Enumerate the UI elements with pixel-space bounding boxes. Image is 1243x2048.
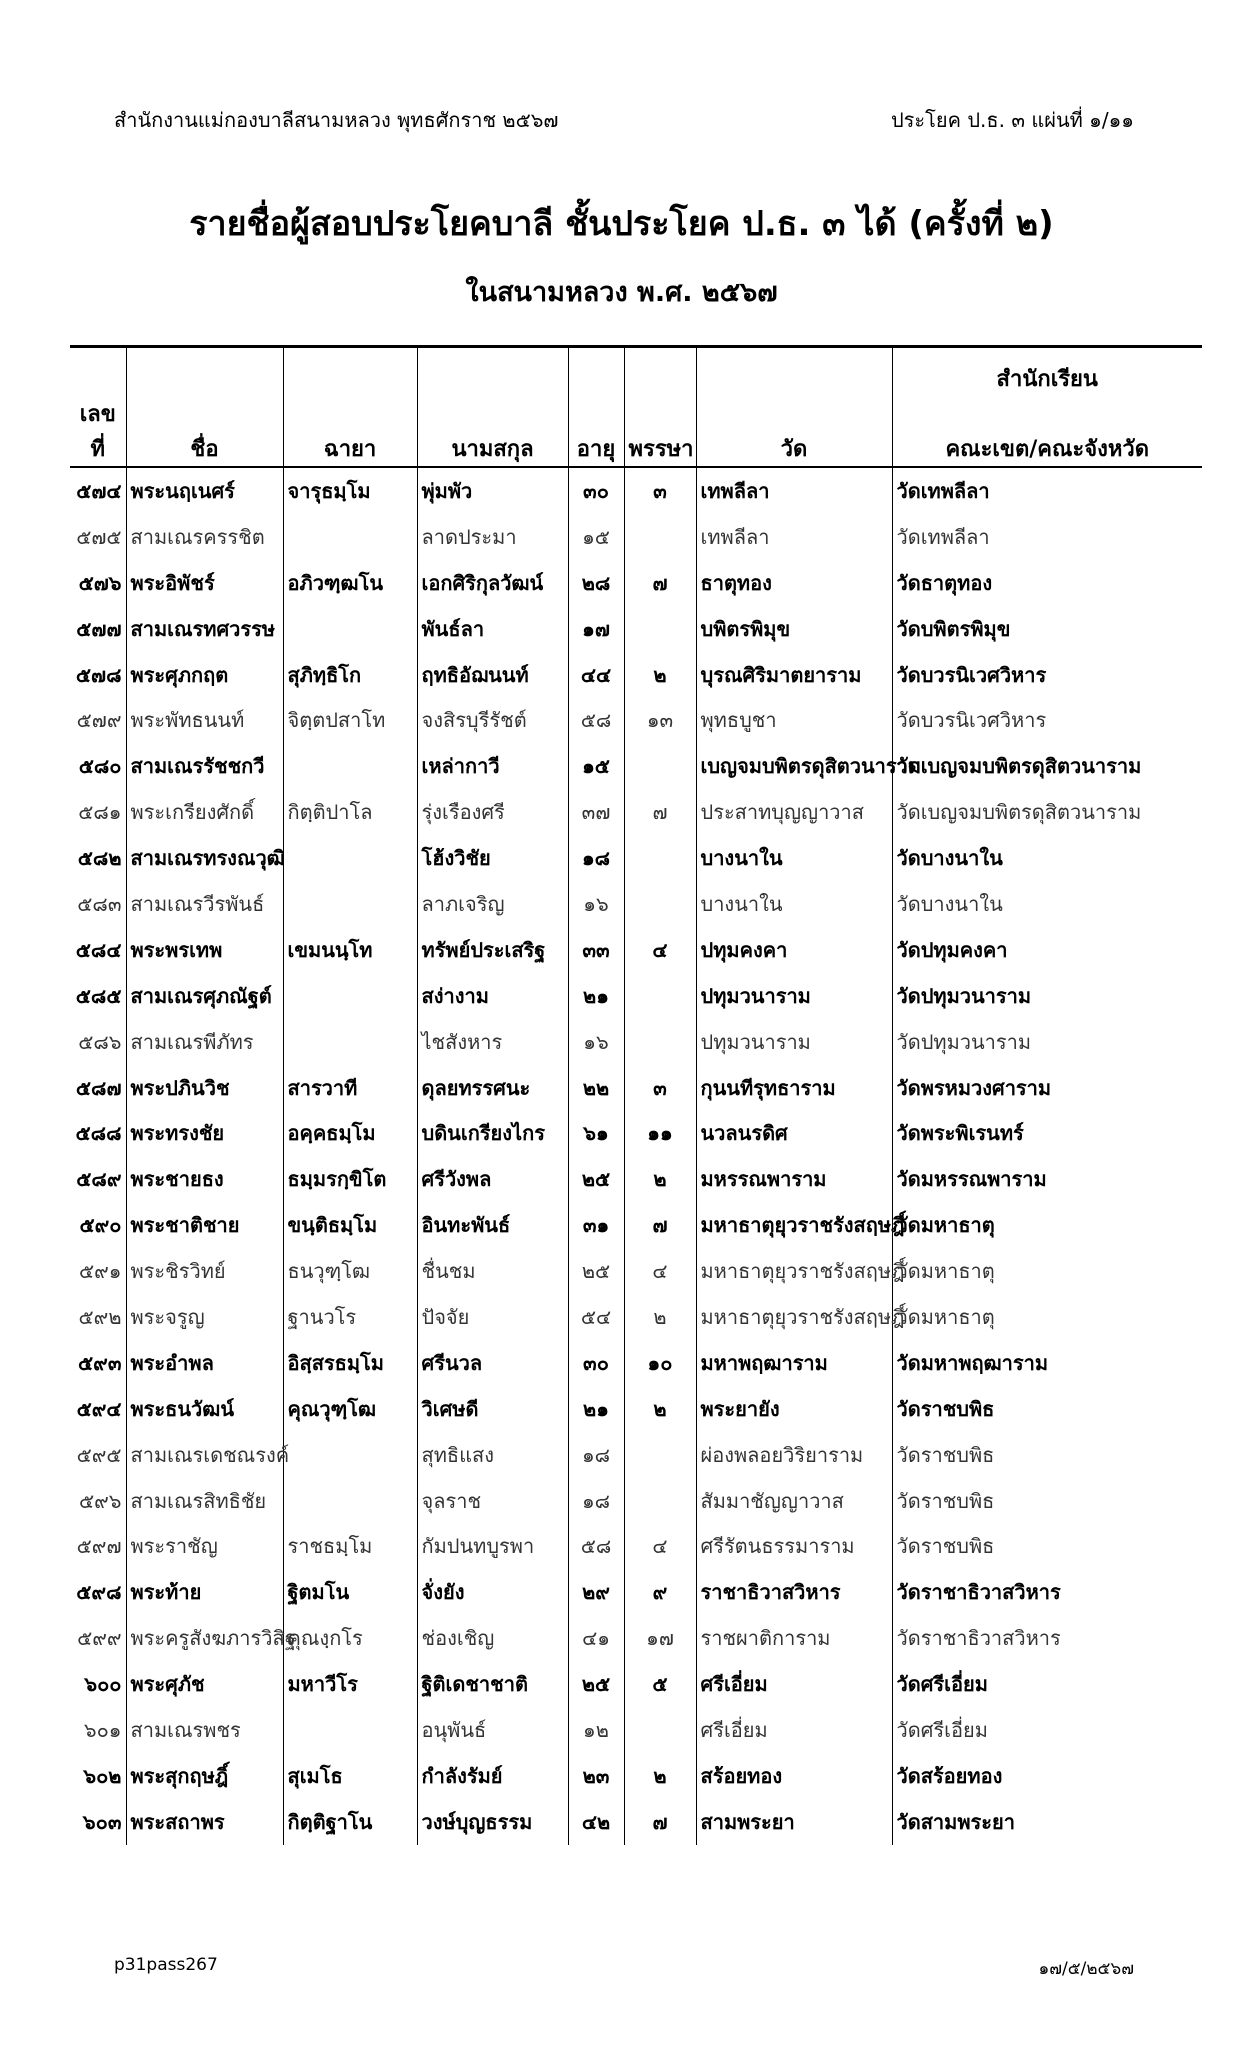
cell-chaya: จิตฺตปสาโท xyxy=(283,697,417,743)
cell-wat: ประสาทบุญญาวาส xyxy=(696,789,892,835)
cell-chaya xyxy=(283,1707,417,1753)
cell-wat: เบญจมบพิตรดุสิตวนาราม xyxy=(696,743,892,789)
cell-phansa xyxy=(624,514,696,560)
cell-phansa: ๙ xyxy=(624,1569,696,1615)
cell-school: วัดราชาธิวาสวิหาร xyxy=(892,1615,1202,1661)
cell-chaya: อคฺคธมฺโม xyxy=(283,1110,417,1156)
cell-no: ๕๙๐ xyxy=(79,1213,122,1238)
cell-chaya: ธมฺมรกฺขิโต xyxy=(283,1156,417,1202)
cell-phansa: ๔ xyxy=(624,927,696,973)
cell-name: พระอิพัชร์ xyxy=(126,560,283,606)
cell-phansa xyxy=(624,743,696,789)
cell-name: สามเณรสิทธิชัย xyxy=(126,1478,283,1524)
cell-age: ๒๑ xyxy=(568,973,624,1019)
cell-wat: มหาธาตุยุวราชรังสฤษฎิ์ xyxy=(696,1202,892,1248)
cell-chaya: เขมนนฺโท xyxy=(283,927,417,973)
col-surname-top xyxy=(417,347,568,397)
col-age-header: อายุ xyxy=(568,396,624,467)
cell-wat: สามพระยา xyxy=(696,1799,892,1845)
cell-name: สามเณรพีภัทร xyxy=(126,1019,283,1065)
cell-no: ๕๘๒ xyxy=(77,846,122,871)
cell-school: วัดราชบพิธ xyxy=(892,1386,1202,1432)
cell-school: วัดปทุมวนาราม xyxy=(892,1019,1202,1065)
col-name-header: ชื่อ xyxy=(126,396,283,467)
cell-age: ๑๖ xyxy=(568,1019,624,1065)
table-row xyxy=(70,606,1202,652)
cell-wat: บางนาใน xyxy=(696,835,892,881)
cell-chaya: คุณงฺกโร xyxy=(283,1615,417,1661)
cell-phansa: ๕ xyxy=(624,1661,696,1707)
cell-school: วัดเทพลีลา xyxy=(892,514,1202,560)
cell-phansa: ๒ xyxy=(624,1294,696,1340)
cell-no: ๖๐๓ xyxy=(82,1809,122,1834)
col-chaya-header: ฉายา xyxy=(283,396,417,467)
cell-phansa: ๑๑ xyxy=(624,1110,696,1156)
cell-chaya xyxy=(283,606,417,652)
cell-surname: ทรัพย์ประเสริฐ xyxy=(417,927,568,973)
cell-school: วัดศรีเอี่ยม xyxy=(892,1707,1202,1753)
cell-phansa xyxy=(624,881,696,927)
cell-age: ๒๑ xyxy=(568,1386,624,1432)
cell-surname: จั่งยัง xyxy=(417,1569,568,1615)
cell-age: ๒๒ xyxy=(568,1065,624,1111)
col-chaya-top xyxy=(283,347,417,397)
cell-chaya: กิตฺติปาโล xyxy=(283,789,417,835)
cell-name: พระราชัญ xyxy=(126,1523,283,1569)
cell-no: ๕๘๔ xyxy=(75,937,122,962)
cell-wat: ผ่องพลอยวิริยาราม xyxy=(696,1432,892,1478)
cell-no: ๕๘๘ xyxy=(75,1121,122,1146)
cell-no: ๕๙๘ xyxy=(76,1580,122,1605)
cell-school: วัดพรหมวงศาราม xyxy=(892,1065,1202,1111)
table-row xyxy=(70,1615,1202,1661)
cell-school: วัดพระพิเรนทร์ xyxy=(892,1110,1202,1156)
cell-chaya: กิตฺติฐาโน xyxy=(283,1799,417,1845)
footer-date: ๑๗/๕/๒๕๖๗ xyxy=(1038,1959,1134,1979)
col-age-top xyxy=(568,347,624,397)
cell-name: พระปภินวิช xyxy=(126,1065,283,1111)
cell-age: ๓๗ xyxy=(568,789,624,835)
table-row xyxy=(70,1432,1202,1478)
cell-surname: จงสิรบุรีรัชต์ xyxy=(417,697,568,743)
cell-chaya: ธนวุฑฺโฒ xyxy=(283,1248,417,1294)
cell-chaya: มหาวีโร xyxy=(283,1661,417,1707)
cell-wat: นวลนรดิศ xyxy=(696,1110,892,1156)
cell-surname: บดินเกรียงไกร xyxy=(417,1110,568,1156)
table-row xyxy=(70,1799,1202,1845)
cell-surname: ดุลยทรรศนะ xyxy=(417,1065,568,1111)
cell-wat: กุนนทีรุทธาราม xyxy=(696,1065,892,1111)
cell-phansa: ๗ xyxy=(624,1202,696,1248)
cell-wat: ราชผาติการาม xyxy=(696,1615,892,1661)
cell-no: ๕๘๐ xyxy=(78,754,122,779)
cell-wat: พุทธบูชา xyxy=(696,697,892,743)
cell-age: ๕๘ xyxy=(568,697,624,743)
table-row xyxy=(70,1661,1202,1707)
cell-wat: ปทุมวนาราม xyxy=(696,973,892,1019)
table-row xyxy=(70,1523,1202,1569)
cell-surname: ช่องเชิญ xyxy=(417,1615,568,1661)
cell-no: ๕๙๗ xyxy=(76,1534,122,1559)
cell-chaya: อิสฺสรธมฺโม xyxy=(283,1340,417,1386)
cell-surname: สง่างาม xyxy=(417,973,568,1019)
cell-school: วัดธาตุทอง xyxy=(892,560,1202,606)
cell-age: ๖๑ xyxy=(568,1110,624,1156)
cell-no: ๕๘๖ xyxy=(78,1029,122,1054)
table-row xyxy=(70,1569,1202,1615)
cell-chaya: อภิวฑฺฒโน xyxy=(283,560,417,606)
cell-wat: ศรีรัตนธรรมาราม xyxy=(696,1523,892,1569)
cell-school: วัดปทุมคงคา xyxy=(892,927,1202,973)
cell-chaya: สุภิทฺธิโก xyxy=(283,652,417,698)
cell-wat: บพิตรพิมุข xyxy=(696,606,892,652)
cell-school: วัดบางนาใน xyxy=(892,881,1202,927)
cell-wat: เทพลีลา xyxy=(696,467,892,514)
table-row xyxy=(70,1202,1202,1248)
cell-school: วัดสามพระยา xyxy=(892,1799,1202,1845)
cell-age: ๕๔ xyxy=(568,1294,624,1340)
cell-name: พระพรเทพ xyxy=(126,927,283,973)
cell-chaya xyxy=(283,1019,417,1065)
cell-age: ๑๘ xyxy=(568,835,624,881)
cell-phansa: ๑๐ xyxy=(624,1340,696,1386)
cell-surname: กำลังรัมย์ xyxy=(417,1753,568,1799)
cell-name: พระทรงชัย xyxy=(126,1110,283,1156)
cell-age: ๑๘ xyxy=(568,1432,624,1478)
cell-wat: เทพลีลา xyxy=(696,514,892,560)
col-school-header: สำนักเรียน xyxy=(892,347,1202,397)
cell-age: ๔๒ xyxy=(568,1799,624,1845)
cell-name: สามเณรรัชชกวี xyxy=(126,743,283,789)
cell-school: วัดมหรรณพาราม xyxy=(892,1156,1202,1202)
cell-surname: ปัจจัย xyxy=(417,1294,568,1340)
cell-name: สามเณรวีรพันธ์ xyxy=(126,881,283,927)
cell-phansa: ๒ xyxy=(624,1386,696,1432)
cell-surname: พันธ์ลา xyxy=(417,606,568,652)
table-row xyxy=(70,1707,1202,1753)
cell-phansa: ๔ xyxy=(624,1523,696,1569)
cell-chaya: จารุธมฺโม xyxy=(283,467,417,514)
page-subtitle: ในสนามหลวง พ.ศ. ๒๕๖๗ xyxy=(465,277,778,308)
cell-surname: พุ่มพัว xyxy=(417,467,568,514)
cell-chaya: สารวาที xyxy=(283,1065,417,1111)
cell-school: วัดราชบพิธ xyxy=(892,1523,1202,1569)
cell-school: วัดมหาธาตุ xyxy=(892,1202,1202,1248)
cell-name: พระศุภกฤต xyxy=(126,652,283,698)
table-row xyxy=(70,743,1202,789)
cell-no: ๕๙๔ xyxy=(76,1396,122,1421)
cell-surname: สุทธิแสง xyxy=(417,1432,568,1478)
cell-age: ๔๔ xyxy=(568,652,624,698)
cell-no: ๕๙๓ xyxy=(78,1350,122,1375)
cell-name: พระชาติชาย xyxy=(126,1202,283,1248)
col-wat-header: วัด xyxy=(696,396,892,467)
table-row xyxy=(70,789,1202,835)
cell-chaya xyxy=(283,881,417,927)
cell-name: พระท้าย xyxy=(126,1569,283,1615)
cell-surname: จุลราช xyxy=(417,1478,568,1524)
cell-surname: ลาดประมา xyxy=(417,514,568,560)
cell-age: ๕๘ xyxy=(568,1523,624,1569)
col-phansa-top xyxy=(624,347,696,397)
cell-wat: พระยายัง xyxy=(696,1386,892,1432)
cell-phansa: ๒ xyxy=(624,652,696,698)
cell-surname: อนุพันธ์ xyxy=(417,1707,568,1753)
cell-wat: สร้อยทอง xyxy=(696,1753,892,1799)
cell-no: ๕๘๕ xyxy=(75,983,122,1008)
cell-surname: กัมปนทบูรพา xyxy=(417,1523,568,1569)
cell-chaya xyxy=(283,1478,417,1524)
cell-surname: เหล่ากาวี xyxy=(417,743,568,789)
cell-chaya: ราชธมฺโม xyxy=(283,1523,417,1569)
cell-surname: รุ่งเรืองศรี xyxy=(417,789,568,835)
cell-age: ๒๙ xyxy=(568,1569,624,1615)
cell-wat: ปทุมวนาราม xyxy=(696,1019,892,1065)
cell-wat: มหรรณพาราม xyxy=(696,1156,892,1202)
cell-name: พระครูสังฆภารวิสิฐ xyxy=(126,1615,283,1661)
cell-name: พระจรูญ xyxy=(126,1294,283,1340)
cell-phansa xyxy=(624,1707,696,1753)
header-page-number: ประโยค ป.ธ. ๓ แผ่นที่ ๑/๑๑ xyxy=(890,108,1134,132)
table-row xyxy=(70,1753,1202,1799)
cell-name: สามเณรศุภณัฐต์ xyxy=(126,973,283,1019)
cell-age: ๑๗ xyxy=(568,606,624,652)
cell-school: วัดราชบพิธ xyxy=(892,1432,1202,1478)
table-row xyxy=(70,1110,1202,1156)
cell-wat: มหาธาตุยุวราชรังสฤษฎิ์ xyxy=(696,1248,892,1294)
cell-school: วัดเบญจมบพิตรดุสิตวนาราม xyxy=(892,743,1202,789)
cell-age: ๓๐ xyxy=(568,467,624,514)
cell-name: สามเณรทศวรรษ xyxy=(126,606,283,652)
table-row xyxy=(70,560,1202,606)
cell-age: ๑๖ xyxy=(568,881,624,927)
cell-school: วัดบางนาใน xyxy=(892,835,1202,881)
col-phansa-header: พรรษา xyxy=(624,396,696,467)
cell-school: วัดบพิตรพิมุข xyxy=(892,606,1202,652)
cell-phansa xyxy=(624,1478,696,1524)
cell-surname: อินทะพันธ์ xyxy=(417,1202,568,1248)
cell-age: ๑๕ xyxy=(568,514,624,560)
cell-chaya: ขนฺติธมฺโม xyxy=(283,1202,417,1248)
table-row xyxy=(70,1065,1202,1111)
cell-no: ๖๐๑ xyxy=(83,1717,122,1742)
table-row xyxy=(70,1156,1202,1202)
cell-phansa: ๓ xyxy=(624,467,696,514)
col-no-top xyxy=(70,347,126,397)
cell-age: ๔๑ xyxy=(568,1615,624,1661)
cell-surname: ฤทธิอัฌนนท์ xyxy=(417,652,568,698)
cell-school: วัดเบญจมบพิตรดุสิตวนาราม xyxy=(892,789,1202,835)
table-row xyxy=(70,467,1202,514)
cell-age: ๒๘ xyxy=(568,560,624,606)
cell-phansa: ๑๓ xyxy=(624,697,696,743)
cell-wat: บุรณศิริมาตยาราม xyxy=(696,652,892,698)
cell-surname: ชื่นชม xyxy=(417,1248,568,1294)
cell-no: ๕๙๒ xyxy=(78,1304,122,1329)
cell-surname: วงษ์บุญธรรม xyxy=(417,1799,568,1845)
cell-phansa xyxy=(624,606,696,652)
cell-no: ๕๗๗ xyxy=(76,616,122,641)
cell-chaya xyxy=(283,973,417,1019)
cell-wat: ธาตุทอง xyxy=(696,560,892,606)
cell-school: วัดมหาธาตุ xyxy=(892,1294,1202,1340)
table-row xyxy=(70,1248,1202,1294)
cell-name: พระชิรวิทย์ xyxy=(126,1248,283,1294)
cell-surname: ไชสังหาร xyxy=(417,1019,568,1065)
cell-no: ๕๗๘ xyxy=(75,662,122,687)
cell-wat: ปทุมคงคา xyxy=(696,927,892,973)
table-row xyxy=(70,973,1202,1019)
cell-chaya xyxy=(283,835,417,881)
cell-no: ๕๙๕ xyxy=(76,1442,122,1467)
cell-school: วัดบวรนิเวศวิหาร xyxy=(892,697,1202,743)
cell-age: ๒๕ xyxy=(568,1248,624,1294)
cell-no: ๕๙๑ xyxy=(79,1259,122,1284)
table-row xyxy=(70,652,1202,698)
cell-phansa: ๗ xyxy=(624,789,696,835)
col-wat-top xyxy=(696,347,892,397)
cell-no: ๕๙๖ xyxy=(79,1488,122,1513)
cell-wat: สัมมาชัญญาวาส xyxy=(696,1478,892,1524)
cell-phansa: ๒ xyxy=(624,1156,696,1202)
cell-surname: ศรีนวล xyxy=(417,1340,568,1386)
col-surname-header: นามสกุล xyxy=(417,396,568,467)
cell-school: วัดสร้อยทอง xyxy=(892,1753,1202,1799)
cell-name: พระธนวัฒน์ xyxy=(126,1386,283,1432)
cell-chaya: ฐานวโร xyxy=(283,1294,417,1340)
cell-no: ๕๗๖ xyxy=(78,570,122,595)
header-office: สำนักงานแม่กองบาลีสนามหลวง พุทธศักราช ๒๕๖๗ xyxy=(114,108,559,132)
cell-phansa: ๗ xyxy=(624,1799,696,1845)
col-no-header: เลขที่ xyxy=(70,396,126,467)
table-row xyxy=(70,1340,1202,1386)
cell-school: วัดปทุมวนาราม xyxy=(892,973,1202,1019)
cell-age: ๑๒ xyxy=(568,1707,624,1753)
table-row xyxy=(70,835,1202,881)
cell-no: ๕๙๙ xyxy=(77,1626,122,1651)
cell-name: พระนฤเนศร์ xyxy=(126,467,283,514)
table-row xyxy=(70,514,1202,560)
cell-age: ๓๐ xyxy=(568,1340,624,1386)
cell-school: วัดศรีเอี่ยม xyxy=(892,1661,1202,1707)
col-school-subheader: คณะเขต/คณะจังหวัด xyxy=(892,396,1202,467)
cell-chaya xyxy=(283,743,417,789)
cell-age: ๑๘ xyxy=(568,1478,624,1524)
cell-no: ๕๘๓ xyxy=(77,891,122,916)
cell-phansa: ๒ xyxy=(624,1753,696,1799)
cell-name: พระศุภัช xyxy=(126,1661,283,1707)
cell-chaya xyxy=(283,514,417,560)
table-row xyxy=(70,927,1202,973)
cell-surname: ลาภเจริญ xyxy=(417,881,568,927)
cell-phansa xyxy=(624,1432,696,1478)
cell-age: ๓๑ xyxy=(568,1202,624,1248)
cell-no: ๖๐๐ xyxy=(84,1672,122,1697)
cell-chaya: คุณวุฑฺโฒ xyxy=(283,1386,417,1432)
cell-wat: มหาพฤฒาราม xyxy=(696,1340,892,1386)
cell-age: ๓๓ xyxy=(568,927,624,973)
cell-chaya xyxy=(283,1432,417,1478)
cell-surname: ฐิติเดชาชาติ xyxy=(417,1661,568,1707)
cell-age: ๒๕ xyxy=(568,1661,624,1707)
cell-wat: ศรีเอี่ยม xyxy=(696,1661,892,1707)
table-row xyxy=(70,1019,1202,1065)
cell-name: พระเกรียงศักดิ์ xyxy=(126,789,283,835)
table-row xyxy=(70,697,1202,743)
cell-no: ๖๐๒ xyxy=(83,1763,122,1788)
cell-name: สามเณรเดชณรงค์ xyxy=(126,1432,283,1478)
cell-name: สามเณรครรชิต xyxy=(126,514,283,560)
cell-name: สามเณรพชร xyxy=(126,1707,283,1753)
table-row xyxy=(70,1294,1202,1340)
cell-no: ๕๘๙ xyxy=(76,1167,122,1192)
cell-no: ๕๗๕ xyxy=(76,524,122,549)
table-row xyxy=(70,1478,1202,1524)
cell-age: ๑๕ xyxy=(568,743,624,789)
cell-wat: บางนาใน xyxy=(696,881,892,927)
cell-surname: ศรีวังพล xyxy=(417,1156,568,1202)
cell-wat: ศรีเอี่ยม xyxy=(696,1707,892,1753)
cell-surname: โฮ้งวิชัย xyxy=(417,835,568,881)
cell-chaya: ฐิตมโน xyxy=(283,1569,417,1615)
cell-phansa: ๑๗ xyxy=(624,1615,696,1661)
cell-name: พระชายธง xyxy=(126,1156,283,1202)
cell-wat: มหาธาตุยุวราชรังสฤษฎิ์ xyxy=(696,1294,892,1340)
table-row xyxy=(70,881,1202,927)
cell-no: ๕๘๑ xyxy=(78,800,122,825)
cell-phansa: ๔ xyxy=(624,1248,696,1294)
cell-school: วัดมหาพฤฒาราม xyxy=(892,1340,1202,1386)
results-table xyxy=(70,345,1202,1845)
cell-name: สามเณรทรงณวุฒิ xyxy=(126,835,283,881)
cell-school: วัดมหาธาตุ xyxy=(892,1248,1202,1294)
cell-name: พระสถาพร xyxy=(126,1799,283,1845)
cell-school: วัดเทพลีลา xyxy=(892,467,1202,514)
cell-surname: เอกศิริกุลวัฒน์ xyxy=(417,560,568,606)
cell-phansa xyxy=(624,835,696,881)
cell-age: ๒๕ xyxy=(568,1156,624,1202)
cell-no: ๕๗๙ xyxy=(76,708,122,733)
col-name-top xyxy=(126,347,283,397)
cell-chaya: สุเมโธ xyxy=(283,1753,417,1799)
cell-wat: ราชาธิวาสวิหาร xyxy=(696,1569,892,1615)
cell-no: ๕๘๗ xyxy=(75,1075,122,1100)
cell-phansa: ๗ xyxy=(624,560,696,606)
page-title: รายชื่อผู้สอบประโยคบาลี ชั้นประโยค ป.ธ. ๓ ได้ (ครั้งที่ ๒) xyxy=(189,204,1054,244)
cell-phansa xyxy=(624,973,696,1019)
cell-school: วัดราชบพิธ xyxy=(892,1478,1202,1524)
cell-surname: วิเศษดี xyxy=(417,1386,568,1432)
cell-name: พระสุกฤษฎิ์ xyxy=(126,1753,283,1799)
cell-school: วัดบวรนิเวศวิหาร xyxy=(892,652,1202,698)
cell-school: วัดราชาธิวาสวิหาร xyxy=(892,1569,1202,1615)
cell-no: ๕๗๔ xyxy=(76,478,122,503)
cell-phansa: ๓ xyxy=(624,1065,696,1111)
cell-age: ๒๓ xyxy=(568,1753,624,1799)
cell-name: พระพัทธนนท์ xyxy=(126,697,283,743)
cell-name: พระอำพล xyxy=(126,1340,283,1386)
table-row xyxy=(70,1386,1202,1432)
footer-code: p31pass267 xyxy=(114,1955,218,1975)
cell-phansa xyxy=(624,1019,696,1065)
